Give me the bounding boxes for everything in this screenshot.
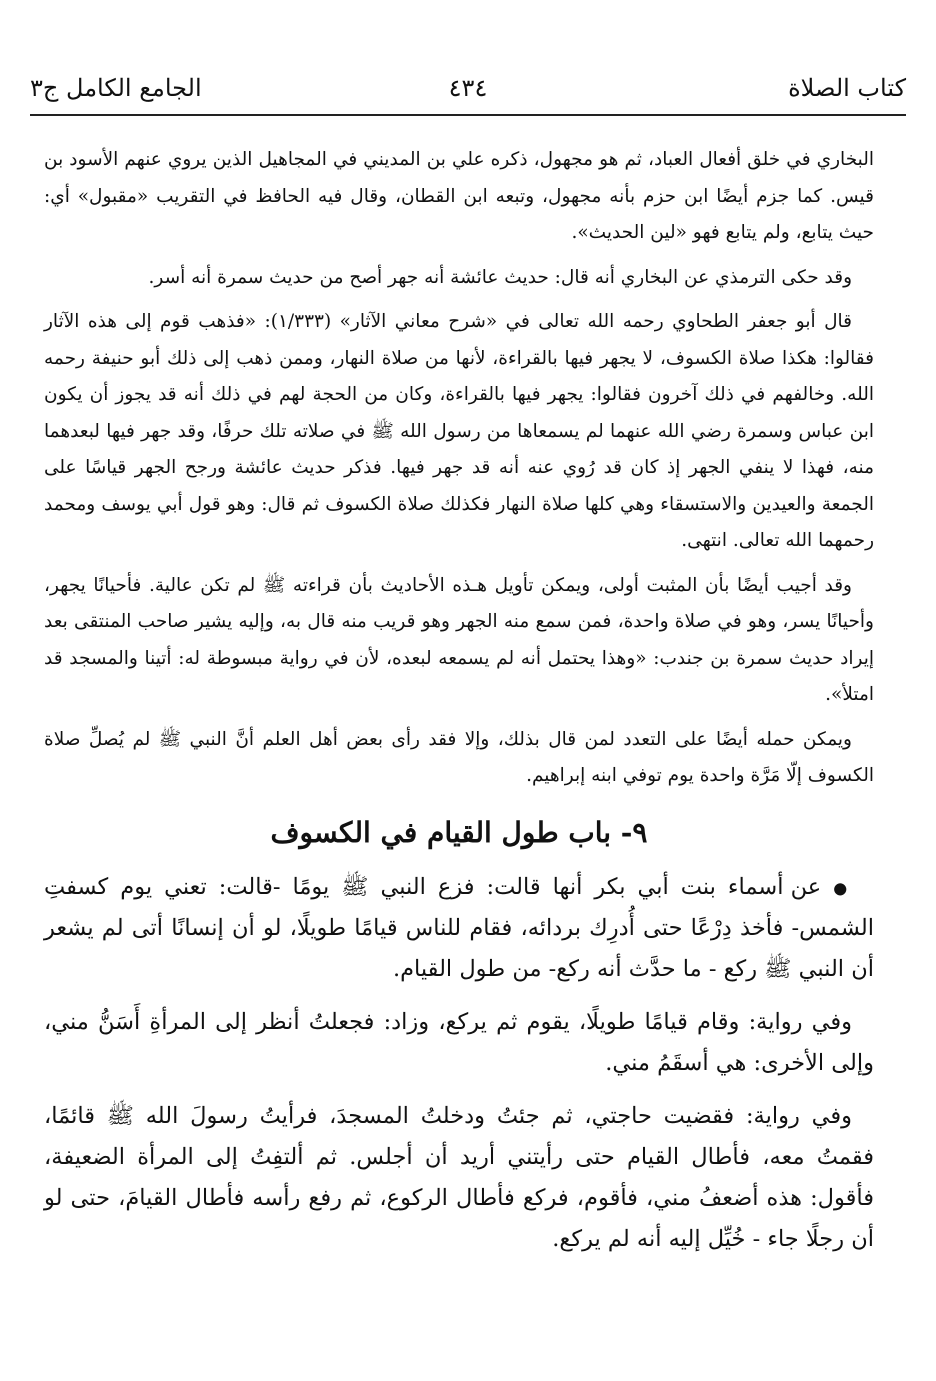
footnote-paragraph: وقد أجيب أيضًا بأن المثبت أولى، ويمكن تأويل هـذه الأحاديث بأن قراءته ﷺ لم تكن عالية. فأحيانًا يجهر، وأحيانًا يسر، وهو في صلاة واحدة، فمن سمع منه الجهر وهو قريب منه قال به، وإليه يشير صاحب المنتقى بعد إيراد حديث سمرة بن جندب: «وهذا يحتمل أنه لم يسمعه لبعده، لأن في رواية مبسوطة له: أتينا والمسجد قد امتلأ». (44, 574, 874, 705)
narration-paragraph: وفي رواية: فقضيت حاجتي، ثم جئتُ ودخلتُ المسجدَ، فرأيتُ رسولَ الله ﷺ قائمًا، فقمتُ معه، فأطال القيام حتى رأيتني أريد أن أجلس. ثم ألتفِتُ إلى المرأة الضعيفة، فأقول: هذه أضعفُ مني، فأقوم، فركع فأطال الركوع، ثم رفع رأسه فأطال القيامَ، حتى لو أن رجلًا جاء - خُيِّل إليه أنه لم يركع. (44, 1103, 874, 1252)
footnote-paragraph: البخاري في خلق أفعال العباد، ثم هو مجهول، ذكره علي بن المديني في المجاهيل الذين يروي عنهم الأسود بن قيس. كما جزم أيضًا ابن حزم بأنه مجهول، وتبعه ابن القطان، وقال فيه الحافظ في التقريب «مقبول» أي: حيث يتابع، ولم يتابع فهو «لين الحديث». (44, 149, 874, 243)
footnote-paragraph: وقد حكى الترمذي عن البخاري أنه قال: حديث عائشة أنه جهر أصح من حديث سمرة أنه أسر. (148, 266, 852, 288)
running-header (30, 68, 906, 112)
bullet-icon: ● (833, 878, 852, 897)
footnote-paragraph: قال أبو جعفر الطحاوي رحمه الله تعالى في «شرح معاني الآثار» (١/٣٣٣): «فذهب قوم إلى هذه الآثار فقالوا: هكذا صلاة الكسوف، لا يجهر فيها بالقراءة، لأنها من صلاة النهار، وممن ذهب إلى ذلك أبو حنيفة رحمه الله. وخالفهم في ذلك آخرون فقالوا: يجهر فيها بالقراءة، وكان من الحجة لهم في ذلك أنه قد يجوز أن يكون ابن عباس وسمرة رضي الله عنهما لم يسمعاها من رسول الله ﷺ في صلاته تلك حرفًا، وقد جهر فيها لبعدهما منه، فهذا لا ينفي الجهر إذ كان قد رُوي عنه أنه قد جهر فيها. فذكر حديث عائشة ورجح الجهر قياسًا على الجمعة والعيدين والاستسقاء وهي كلها صلاة النهار فكذلك صلاة الكسوف ثم قال: وهو قول أبي يوسف ومحمد رحمهما الله تعالى. انتهى. (44, 311, 874, 551)
book-title: الجامع الكامل ج٣ (30, 74, 202, 102)
chapter-title: كتاب الصلاة (788, 74, 906, 102)
footnote-paragraph: ويمكن حمله أيضًا على التعدد لمن قال بذلك، وإلا فقد رأى بعض أهل العلم أنَّ النبي ﷺ لم يُصلِّ صلاة الكسوف إلّا مَرَّة واحدة يوم توفي ابنه إبراهيم. (44, 728, 874, 786)
hadith-text: عن أسماء بنت أبي بكر أنها قالت: فزع النبي ﷺ يومًا -قالت: تعني يوم كسفتِ الشمس- فأخذ دِرْعًا حتى أُدرِك بردائه، فقام للناس قيامًا طويلًا، لو أن إنسانًا أتى لم يشعر أن النبي ﷺ ركع - ما حدَّث أنه ركع- من طول القيام. (44, 873, 874, 982)
hadith-paragraph (44, 867, 874, 991)
page-number: ٤٣٤ (448, 74, 488, 102)
header-rule (30, 114, 906, 116)
chapter-heading: ٩- باب طول القيام في الكسوف (270, 815, 648, 849)
page-body (44, 142, 874, 1272)
narration-paragraph: وفي رواية: وقام قيامًا طويلًا، يقوم ثم يركع، وزاد: فجعلتُ أنظر إلى المرأةِ أَسَنُّ مني، وإلى الأخرى: هي أسقَمُ مني. (44, 1009, 874, 1076)
